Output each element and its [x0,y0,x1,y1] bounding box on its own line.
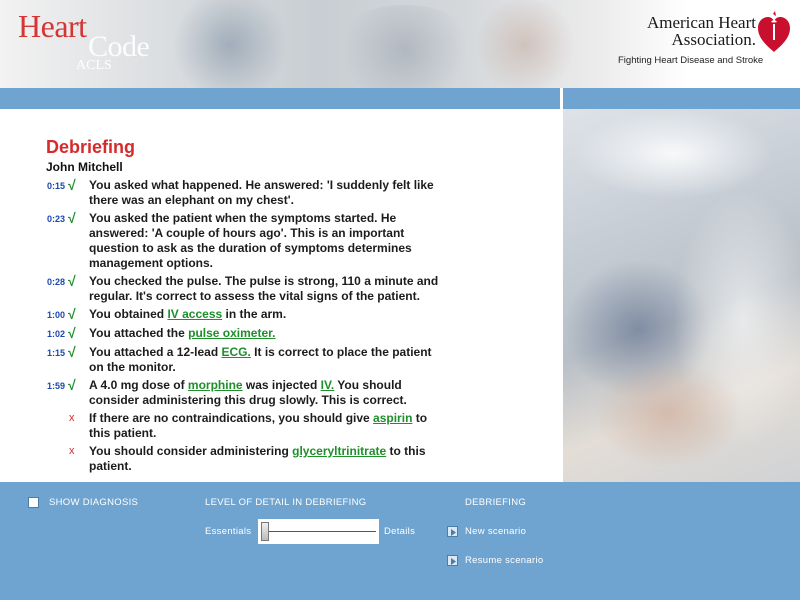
slider-essentials-label: Essentials [205,526,252,537]
resume-scenario-button[interactable] [447,555,458,566]
photo-blur [573,109,773,199]
entry-timestamp: 1:00 [46,310,65,320]
entry-text-segment: If there are no contraindications, you should give [89,411,374,425]
entry-timestamp: 1:15 [46,348,65,358]
check-icon: √ [68,273,76,289]
check-icon: √ [68,377,76,393]
photo-blur [593,359,743,469]
entry-text-segment: in the arm. [222,307,287,321]
entry-text-segment: to this patient. [89,444,426,473]
entry-text-segment: It is correct to place the patient on the monitor. [89,345,432,374]
check-icon: √ [68,210,76,226]
header-photo-blur [470,0,580,88]
entry-text [89,178,449,208]
entry-text [89,345,449,375]
header-bar [0,88,560,109]
glossary-link[interactable]: morphine [187,378,243,392]
play-arrow-icon [449,557,458,566]
logo-acls-text: ACLS [76,58,112,73]
aha-name [634,14,756,48]
new-scenario-button[interactable] [447,526,458,537]
play-arrow-icon [449,528,458,537]
entry-text-segment: You attached the [89,326,189,340]
check-icon: √ [68,306,76,322]
debriefing-heading: DEBRIEFING [465,497,527,508]
entry-timestamp: 0:23 [46,214,65,224]
entry-text [89,326,449,341]
heart-torch-icon [756,10,792,54]
detail-slider-track [266,531,376,532]
entry-text-segment: You asked the patient when the symptoms started. He answered: 'A couple of hours ago'. This is an important question to ask as the duration of symptoms determines management options. [89,211,412,270]
show-diagnosis-label[interactable]: SHOW DIAGNOSIS [49,497,139,508]
page-title: Debriefing [46,137,136,157]
entry-text-segment: You should consider administering this drug slowly. This is correct. [89,378,407,407]
entry-text-segment: You checked the pulse. The pulse is strong, 110 a minute and regular. It's correct to assess the vital signs of the patient. [89,274,439,303]
entry-text [89,411,449,441]
entry-text-segment: You should consider administering [89,444,293,458]
logo-code-text: Code [88,30,150,63]
entry-timestamp: 1:02 [46,329,65,339]
entry-text-segment: was injected [242,378,321,392]
aha-name-line1: American Heart [646,13,756,32]
entry-timestamp: 0:28 [46,277,65,287]
entry-text [89,211,449,271]
slider-details-label: Details [384,526,416,537]
check-icon: √ [68,177,76,193]
header-photo-blur [170,0,290,88]
glossary-link[interactable]: pulse oximeter. [188,326,276,340]
cross-icon: x [69,412,75,424]
glossary-link[interactable]: IV access [167,307,223,321]
detail-slider-thumb[interactable] [261,522,269,541]
header-photo-blur [330,5,480,88]
entry-text [89,378,449,408]
aha-logo [616,8,796,74]
entry-text [89,307,449,322]
patient-name: John Mitchell [46,160,123,174]
glossary-link[interactable]: IV. [320,378,335,392]
entry-text [89,274,449,304]
show-diagnosis-checkbox[interactable] [28,497,39,508]
entry-text-segment: You attached a 12-lead [89,345,222,359]
entry-text-segment: You obtained [89,307,168,321]
entry-text-segment: You asked what happened. He answered: 'I suddenly felt like there was an elephant on my chest'. [89,178,434,207]
glossary-link[interactable]: ECG. [221,345,251,359]
entry-timestamp: 0:15 [46,181,65,191]
resume-scenario-label[interactable]: Resume scenario [465,555,544,566]
logo-heart-text: Heart [18,8,87,44]
header-bar [563,88,800,109]
entry-text-segment: A 4.0 mg dose of [89,378,188,392]
new-scenario-label[interactable]: New scenario [465,526,527,537]
detail-level-heading: LEVEL OF DETAIL IN DEBRIEFING [205,497,367,508]
cross-icon: x [69,445,75,457]
entry-text [89,444,449,474]
aha-tagline: Fighting Heart Disease and Stroke [618,55,764,66]
glossary-link[interactable]: aspirin [373,411,413,425]
check-icon: √ [68,325,76,341]
header-banner [0,0,800,88]
check-icon: √ [68,344,76,360]
aha-name-line2: Association. [671,30,756,49]
entry-text-segment: to this patient. [89,411,428,440]
scene-photo [563,109,800,482]
entry-timestamp: 1:59 [46,381,65,391]
glossary-link[interactable]: glyceryltrinitrate [292,444,387,458]
